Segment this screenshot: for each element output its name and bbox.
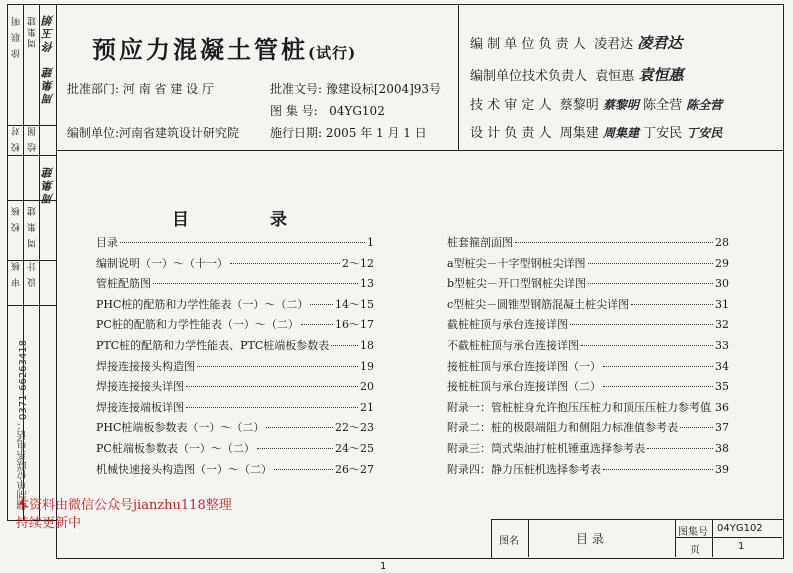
toc-entry-page: 29 <box>715 256 729 270</box>
toc-leader-dots <box>186 386 358 387</box>
header-column-divider <box>458 4 459 150</box>
effective-date: 施行日期: 2005 年 1 月 1 日 <box>270 126 427 140</box>
strip-signature-3: 周集建 <box>42 165 55 204</box>
toc-leader-dots <box>257 448 333 449</box>
toc-entry-label: 附录二：桩的极限端阻力和侧阻力标准值参考表 <box>447 421 678 435</box>
toc-entry <box>96 234 374 250</box>
strip-name-2: 周集建 <box>28 15 38 48</box>
toc-leader-dots <box>230 263 340 264</box>
toc-leader-dots <box>266 427 333 428</box>
toc-entry-label: 截桩桩顶与承台连接详图 <box>447 318 568 332</box>
drawing-sheet: 审 核 设 计 校 核 周 集 建 校 对 绘 图 徐 联 明 周集建 佟玉娟 周集建 周集建 编制单位联系电话：0371-66263418 预应力混凝土管桩(试行) 批准部门: 河 南 省 建 设 厅 批准文号: 豫建设标[2004]93号 图 集 号: 04YG102 编制单位:河南省建筑设计研究院 施行日期: 2005 年 1 月 1 日 编 制 单 位 负 责 人 凌君达 凌君达 编制单位技术负责人 袁恒惠 袁恒惠 技 术 审 定 人 蔡黎明 蔡黎明 陈全营 陈全营 设 计 负 责 人 周集建 周集建 丁安民 丁安民 目 录 目录 1 编制说明（一）～（十一） 2～12 管桩配筋图 13 PHC桩的配筋和力学性能表（一）～（二） 14～15 PC桩的配筋和力学性能表（一）～（二） 16～17 PTC桩的配筋和力学性能表、PTC桩端板参数表 18 焊接连接接头构造图 19 焊接连接接头详图 20 焊接连接端板详图 21 PHC桩端板参数表（一）～（二） 22～23 PC桩端板参数表（一）～（二） 24～25 机械快速接头构造图（一）～（二） 26～27 桩套箍剖面图 28 a型桩尖－十字型钢桩尖详图 29 b型桩尖－开口型钢桩尖详图 30 c型桩尖－圆锥型钢筋混凝土桩尖详图 31 截桩桩顶与承台连接详图 32 不截桩桩顶与承台连接详图 33 接桩桩顶与承台连接详图（一） 34 接桩桩顶与承台连接详图（二） 35 附录一：管桩桩身允许抱压压桩力和顶压压桩力参考值 36 附录二：桩的极限端阻力和侧阻力标准值参考表 37 附录三：筒式柴油打桩机锤重选择参考表 38 附录四：静力压桩机选择参考表 39 本资料由微信公众号jianzhu118整理 持续更新中 图名 目 录 图集号 04YG102 页 1 1 <box>0 0 793 573</box>
contact-phone: 编制单位联系电话：0371-66263418 <box>18 340 29 510</box>
toc-entry-label: 编制说明（一）～（十一） <box>96 256 228 270</box>
toc-entry-page: 13 <box>360 277 374 291</box>
toc-entry-page: 26～27 <box>335 462 374 476</box>
toc-leader-dots <box>581 345 713 346</box>
toc-entry-label: 附录四：静力压桩机选择参考表 <box>447 462 601 476</box>
toc-entry-page: 31 <box>715 297 729 311</box>
role-tech-head: 编制单位技术负责人 袁恒惠 袁恒惠 <box>470 66 684 84</box>
toc-entry <box>447 399 729 415</box>
strip-name-1: 徐 联 明 <box>12 15 22 58</box>
title-block-name-value: 目 录 <box>576 532 604 546</box>
toc-entry <box>447 358 729 374</box>
approve-doc: 批准文号: 豫建设标[2004]93号 <box>270 82 442 96</box>
toc-leader-dots <box>570 324 713 325</box>
toc-entry-label: 桩套箍剖面图 <box>447 236 513 249</box>
toc-entry <box>447 275 729 291</box>
toc-entry-label: PHC桩端板参数表（一）～（二） <box>96 421 265 435</box>
editor-unit: 编制单位:河南省建筑设计研究院 <box>67 126 240 140</box>
toc-entry-page: 19 <box>360 359 374 373</box>
toc-entry <box>447 378 729 394</box>
toc-entry <box>96 399 374 415</box>
toc-entry-label: 附录三：筒式柴油打桩机锤重选择参考表 <box>447 442 645 455</box>
toc-leader-dots <box>197 366 358 367</box>
strip-signature-1: 佟玉娟 <box>42 13 55 52</box>
strip-audit-label: 审 核 <box>12 260 22 287</box>
toc-entry <box>447 234 729 250</box>
toc-entry-page: 36 <box>715 400 729 414</box>
title-block-name-label: 图名 <box>499 536 519 547</box>
title-block-atlas-label: 图集号 <box>678 527 708 538</box>
toc-entry <box>447 296 729 312</box>
toc-entry-label: 焊接连接端板详图 <box>96 400 184 414</box>
toc-leader-dots <box>680 427 713 428</box>
toc-entry-page: 39 <box>715 462 729 476</box>
toc-entry-page: 30 <box>715 277 729 291</box>
toc-entry-page: 32 <box>715 318 729 332</box>
toc-leader-dots <box>603 469 713 470</box>
sign-strip <box>7 4 57 521</box>
strip-signature-2: 周集建 <box>42 65 55 104</box>
toc-entry <box>447 255 729 271</box>
toc-entry-label: c型桩尖－圆锥型钢筋混凝土桩尖详图 <box>447 297 630 311</box>
atlas-number: 图 集 号: 04YG102 <box>270 104 385 118</box>
toc-entry-page: 2～12 <box>342 256 374 270</box>
role-editor-head: 编 制 单 位 负 责 人 凌君达 凌君达 <box>470 34 683 52</box>
toc-entry-label: 机械快速接头构造图（一）～（二） <box>96 462 272 476</box>
strip-proof-label: 校 对 <box>12 125 22 152</box>
toc-leader-dots <box>274 469 333 470</box>
toc-entry-page: 35 <box>715 380 729 394</box>
toc-leader-dots <box>186 407 358 408</box>
toc-leader-dots <box>301 324 333 325</box>
toc-entry-label: 接桩桩顶与承台连接详图（一） <box>447 359 601 373</box>
toc-entry <box>447 316 729 332</box>
toc-entry-label: PHC桩的配筋和力学性能表（一）～（二） <box>96 297 309 311</box>
toc-entry-label: PC桩端板参数表（一）～（二） <box>96 442 255 455</box>
toc-entry-label: 管桩配筋图 <box>96 277 151 291</box>
role-reviewer: 技 术 审 定 人 蔡黎明 蔡黎明 陈全营 陈全营 <box>470 98 723 113</box>
toc-entry <box>447 461 729 477</box>
strip-draw-label: 绘 图 <box>28 125 38 152</box>
toc-entry <box>96 316 374 332</box>
toc-entry <box>96 461 374 477</box>
toc-entry <box>96 378 374 394</box>
toc-leader-dots <box>120 242 365 243</box>
toc-leader-dots <box>331 345 358 346</box>
toc-entry <box>96 296 374 312</box>
toc-entry-label: a型桩尖－十字型钢桩尖详图 <box>447 256 586 270</box>
toc-entry-page: 34 <box>715 359 729 373</box>
toc-entry <box>96 255 374 271</box>
toc-entry-label: 焊接连接接头详图 <box>96 380 184 394</box>
toc-entry-label: 不截桩桩顶与承台连接详图 <box>447 339 579 352</box>
title-block-page-label: 页 <box>690 545 700 556</box>
toc-entry-page: 1 <box>367 236 374 249</box>
toc-entry <box>96 337 374 353</box>
toc-leader-dots <box>631 304 713 305</box>
toc-entry-label: 接桩桩顶与承台连接详图（二） <box>447 380 601 394</box>
atlas-title: 预应力混凝土管桩(试行) <box>92 35 357 64</box>
role-designer: 设 计 负 责 人 周集建 周集建 丁安民 丁安民 <box>470 126 723 141</box>
toc-entry <box>96 358 374 374</box>
toc-entry-label: b型桩尖－开口型钢桩尖详图 <box>447 277 587 291</box>
toc-entry-page: 20 <box>360 380 374 394</box>
toc-entry-page: 22～23 <box>335 421 374 435</box>
toc-entry-label: 附录一：管桩桩身允许抱压压桩力和顶压压桩力参考值 <box>447 400 711 414</box>
toc-entry-label: PC桩的配筋和力学性能表（一）～（二） <box>96 318 299 332</box>
toc-leader-dots <box>515 242 713 243</box>
approve-dept: 批准部门: 河 南 省 建 设 厅 <box>67 82 214 96</box>
toc-leader-dots <box>588 263 713 264</box>
toc-entry <box>96 275 374 291</box>
title-block-page-value: 1 <box>738 541 745 552</box>
toc-entry-page: 33 <box>715 339 729 352</box>
toc-entry-page: 14～15 <box>335 297 374 311</box>
toc-leader-dots <box>588 283 713 284</box>
strip-design-label: 设 计 <box>28 260 38 287</box>
toc-entry <box>447 419 729 435</box>
toc-leader-dots <box>603 386 713 387</box>
toc-leader-dots <box>603 366 713 367</box>
toc-entry <box>96 440 374 456</box>
page-number: 1 <box>380 561 387 572</box>
toc-entry-page: 38 <box>715 442 729 455</box>
title-block-atlas-value: 04YG102 <box>717 523 763 534</box>
header-divider <box>56 150 784 151</box>
strip-check-label: 校 核 <box>12 205 22 232</box>
watermark-text: 本资料由微信公众号jianzhu118整理 持续更新中 <box>16 498 232 531</box>
toc-entry-page: 18 <box>360 339 374 352</box>
toc-entry <box>96 419 374 435</box>
toc-entry-page: 21 <box>360 400 374 414</box>
toc-entry-label: 目录 <box>96 236 118 249</box>
toc-entry-label: PTC桩的配筋和力学性能表、PTC桩端板参数表 <box>96 339 330 352</box>
toc-entry-page: 16～17 <box>335 318 374 332</box>
toc-entry-page: 37 <box>715 421 729 435</box>
toc-entry-page: 28 <box>715 236 729 249</box>
toc-leader-dots <box>153 283 358 284</box>
toc-entry-page: 24～25 <box>335 442 374 455</box>
strip-check-name: 周 集 建 <box>28 205 38 248</box>
toc-leader-dots <box>647 448 713 449</box>
toc-entry <box>447 337 729 353</box>
toc-leader-dots <box>310 304 333 305</box>
toc-entry <box>447 440 729 456</box>
toc-entry-label: 焊接连接接头构造图 <box>96 359 195 373</box>
